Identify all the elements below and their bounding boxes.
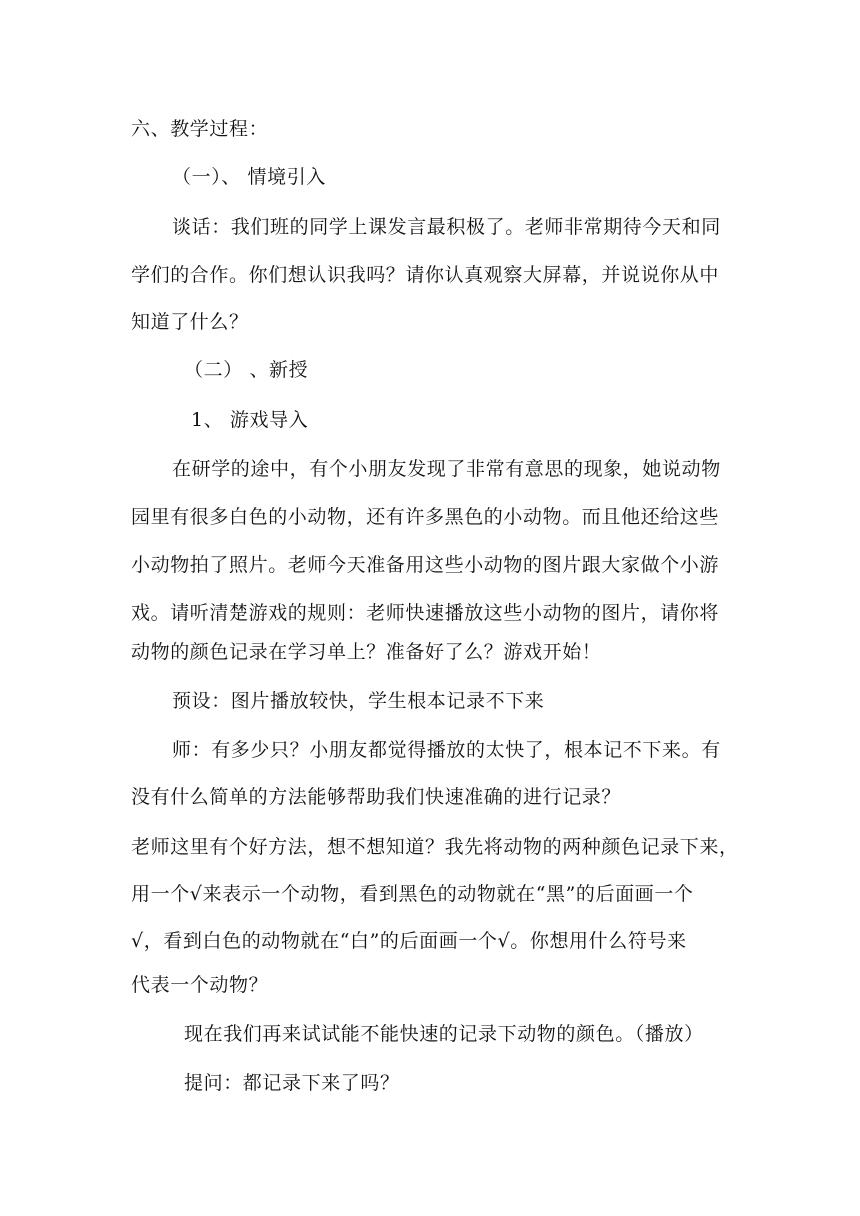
section-1-title: （一）、 情境引入 [172, 166, 326, 188]
talk-paragraph-line: 知道了什么？ [131, 311, 249, 333]
heading-teaching-process: 六、教学过程： [131, 118, 269, 140]
talk-paragraph-line: 谈话：我们班的同学上课发言最积极了。老师非常期待今天和同 [172, 216, 721, 238]
method-paragraph-line: 代表一个动物？ [131, 974, 269, 996]
teacher-paragraph-line: 没有什么简单的方法能够帮助我们快速准确的进行记录？ [131, 786, 622, 808]
game-paragraph-line: 小动物拍了照片。老师今天准备用这些小动物的图片跟大家做个小游 [131, 554, 720, 576]
game-paragraph-line: 戏。请听清楚游戏的规则：老师快速播放这些小动物的图片，请你将 [131, 602, 720, 624]
method-paragraph-line: √，看到白色的动物就在“白”的后面画一个√。你想用什么符号来 [131, 930, 687, 952]
game-paragraph-line: 在研学的途中，有个小朋友发现了非常有意思的现象，她说动物 [172, 458, 721, 480]
preset-paragraph: 预设：图片播放较快，学生根本记录不下来 [172, 690, 545, 712]
subsection-1-title: 1、 游戏导入 [191, 409, 309, 431]
method-paragraph-line: 用一个√来表示一个动物，看到黑色的动物就在“黑”的后面画一个 [131, 883, 694, 905]
section-2-title: （二） 、新授 [184, 359, 309, 381]
game-paragraph-line: 园里有很多白色的小动物，还有许多黑色的小动物。而且他还给这些 [131, 506, 720, 528]
game-paragraph-line: 动物的颜色记录在学习单上？准备好了么？游戏开始！ [131, 641, 602, 663]
teacher-paragraph-line: 师：有多少只？小朋友都觉得播放的太快了，根本记不下来。有 [172, 739, 721, 761]
method-paragraph-line: 老师这里有个好方法，想不想知道？我先将动物的两种颜色记录下来， [131, 836, 739, 858]
talk-paragraph-line: 学们的合作。你们想认识我吗？请你认真观察大屏幕，并说说你从中 [131, 264, 720, 286]
question-paragraph: 提问：都记录下来了吗？ [184, 1072, 400, 1094]
again-paragraph: 现在我们再来试试能不能快速的记录下动物的颜色。（播放） [184, 1023, 704, 1045]
